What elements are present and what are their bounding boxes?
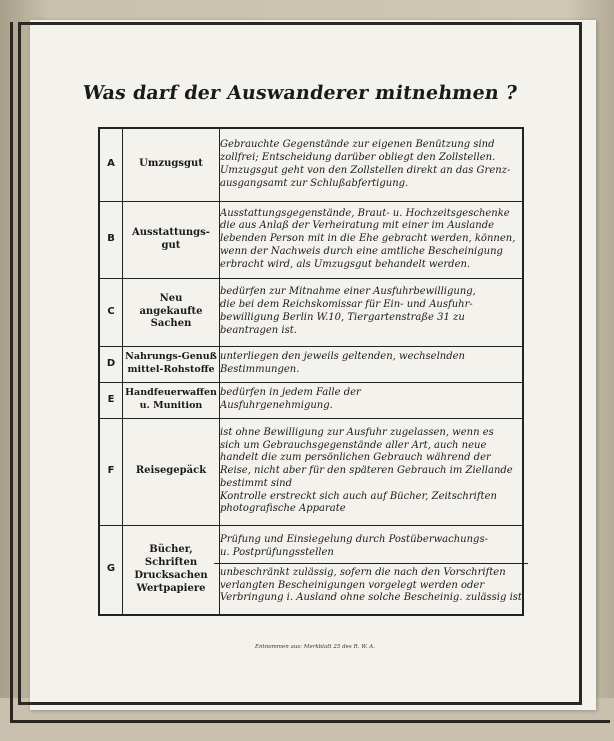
row-description: unterliegen den jeweils geltenden, wechselnden Bestimmungen. — [220, 346, 524, 382]
row-letter: A — [99, 128, 123, 201]
row-letter: E — [99, 382, 123, 418]
table-row — [99, 346, 523, 382]
source-footnote: Entnommen aus: Merkblatt 25 des R. W. A. — [254, 644, 376, 650]
row-category: Bücher, Schriften Drucksachen Wertpapiere — [123, 525, 220, 615]
row-letter: D — [99, 346, 123, 382]
row-letter: F — [99, 418, 123, 525]
row-description: ist ohne Bewilligung zur Ausfuhr zugelassen, wenn es sich um Gebrauchsgegenstände aller Art, auch neue handelt die zum persönlichen Gebrauch während der Reise, nicht aber für den späteren Gebrauch im Ziellande bestimmt sind Kontrolle erstreckt sich auch auf Bücher, Zeitschriften photografische Apparate — [220, 418, 524, 525]
page-title: Was darf der Auswanderer mitnehmen ? — [81, 82, 519, 104]
row-sub-divider — [214, 563, 528, 564]
row-description: bedürfen zur Mitnahme einer Ausfuhrbewilligung, die bei dem Reichskomissar für Ein- und Ausfuhr- bewilligung Berlin W.10, Tiergartenstraße 31 zu beantragen ist. — [220, 278, 524, 346]
row-category: Reisegepäck — [123, 418, 220, 525]
row-description: bedürfen in jedem Falle der Ausfuhrgenehmigung. — [220, 382, 524, 418]
frame-line-left — [10, 22, 13, 722]
row-description-part-2: unbeschränkt zulässig, sofern die nach den Vorschriften verlangten Bescheinigungen vorgelegt werden oder Verbringung i. Ausland ohne solche Bescheinig. zulässig ist — [220, 566, 522, 604]
row-category: Neu angekaufte Sachen — [123, 278, 220, 346]
row-category: Umzugsgut — [123, 128, 220, 201]
frame-line-bottom — [10, 720, 610, 723]
row-letter: B — [99, 201, 123, 278]
table-row — [99, 382, 523, 418]
table-row — [99, 278, 523, 346]
row-category: Ausstattungs- gut — [123, 201, 220, 278]
row-description: Ausstattungsgegenstände, Braut- u. Hochzeitsgeschenke die aus Anlaß der Verheiratung mit einer im Auslande lebenden Person mit in die Ehe gebracht werden, können, wenn der Nachweis durch eine amtliche Bescheinigung erbracht wird, als Umzugsgut behandelt werden. — [220, 201, 524, 278]
regulation-table — [98, 127, 524, 616]
table-row — [99, 201, 523, 278]
row-description — [220, 525, 524, 615]
table-row — [99, 418, 523, 525]
table-row — [99, 525, 523, 615]
row-description: Gebrauchte Gegenstände zur eigenen Benützung sind zollfrei; Entscheidung darüber obliegt den Zollstellen. Umzugsgut geht von den Zollstellen direkt an das Grenz- ausgangsamt zur Schlußabfertigung. — [220, 128, 524, 201]
row-letter: G — [99, 525, 123, 615]
row-category: Nahrungs-Genuß mittel-Rohstoffe — [123, 346, 220, 382]
table-row — [99, 128, 523, 201]
row-description-part-1: Prüfung und Einsiegelung durch Postüberwachungs- u. Postprüfungsstellen — [220, 534, 488, 559]
row-letter: C — [99, 278, 123, 346]
row-category: Handfeuerwaffen u. Munition — [123, 382, 220, 418]
